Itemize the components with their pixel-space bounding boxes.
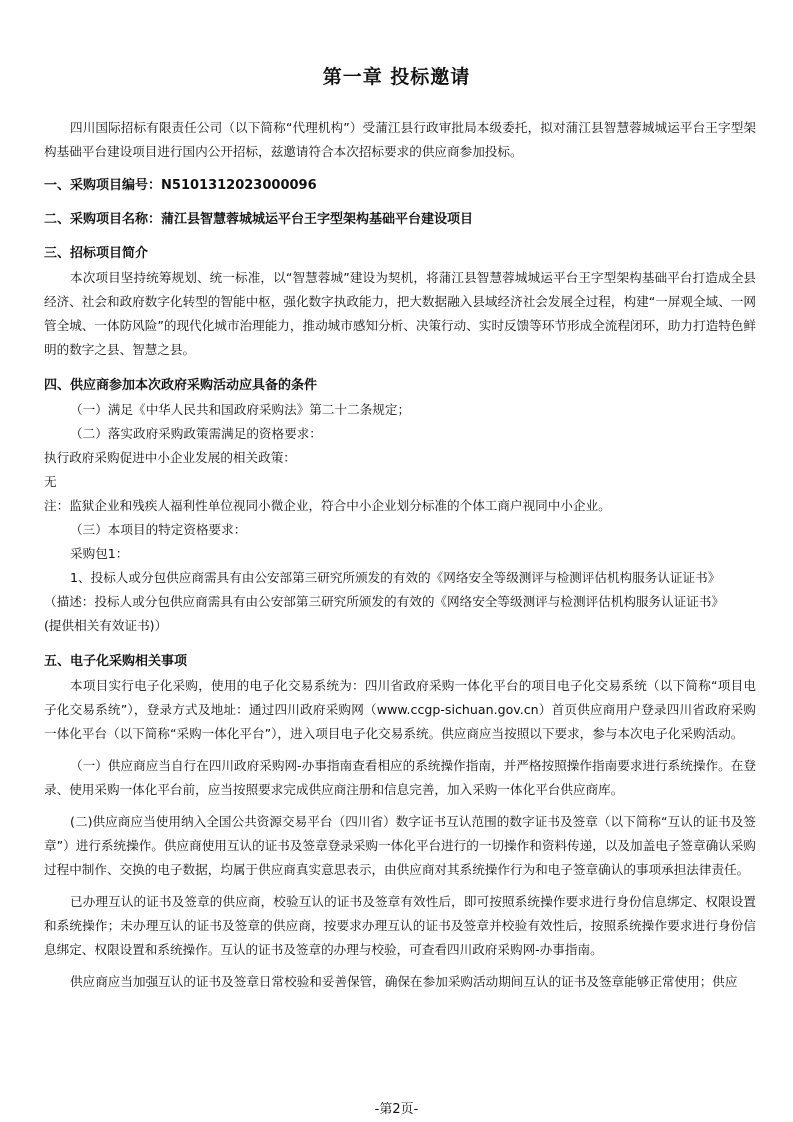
project-name: 蒲江县智慧蓉城城运平台王字型架构基础平台建设项目 <box>161 212 474 227</box>
requirement-1-proof: (提供相关有效证书)） <box>44 618 168 633</box>
package-label: 采购包1： <box>70 546 129 561</box>
section-5-paragraph-4: 已办理互认的证书及签章的供应商，校验互认的证书及签章有效性后，即可按照系统操作要求进行身份信息绑定、权限设置和系统操作；未办理互认的证书及签章的供应商，按要求办理互认的证书及签章并校验有效性后，按照系统操作要求进行身份信息绑定、权限设置和系统操作。互认的证书及签章的办理与校验，可查看四川政府采购网-办事指南。 <box>44 894 756 957</box>
section-1-heading <box>44 174 756 198</box>
policy-label: 执行政府采购促进中小企业发展的相关政策： <box>44 450 296 465</box>
section-5-heading: 五、电子化采购相关事项 <box>44 654 188 669</box>
section-3-body: 本次项目坚持统筹规划、统一标准，以“智慧蓉城”建设为契机，将蒲江县智慧蓉城城运平台王字型架构基础平台打造成全县经济、社会和政府数字化转型的智能中枢，强化数字执政能力，把大数据融入县域经济社会发展全过程，构建“一屏观全域、一网管全城、一体防风险”的现代化城市治理能力，推动城市感知分析、决策行动、实时反馈等环节形成全流程闭环，助力打造特色鲜明的数字之县、智慧之县。 <box>44 270 756 357</box>
condition-item-3: （三）本项目的特定资格要求： <box>70 522 247 537</box>
section-2-label: 二、采购项目名称： <box>44 212 162 227</box>
section-3-heading: 三、招标项目简介 <box>44 246 149 261</box>
project-number: N5101312023000096 <box>161 178 317 193</box>
condition-item-2: （二）落实政府采购政策需满足的资格要求： <box>70 426 322 441</box>
section-5-paragraph-2: （一）供应商应当自行在四川政府采购网-办事指南查看相应的系统操作指南，并严格按照操作指南要求进行系统操作。在登录、使用采购一体化平台前，应当按照要求完成供应商注册和信息完善，加入采购一体化平台供应商库。 <box>44 758 756 797</box>
section-1-label: 一、采购项目编号： <box>44 178 162 193</box>
section-4-heading: 四、供应商参加本次政府采购活动应具备的条件 <box>44 378 318 393</box>
page-title: 第一章 投标邀请 <box>322 66 471 88</box>
policy-value: 无 <box>44 474 57 489</box>
requirement-1-description: （描述：投标人或分包供应商需具有由公安部第三研究所颁发的有效的《网络安全等级测评与检测评估机构服务认证证书》 <box>44 594 725 609</box>
page-number: -第2页- <box>374 1102 419 1117</box>
section-5-paragraph-3: (二)供应商应当使用纳入全国公共资源交易平台（四川省）数字证书互认范围的数字证书及签章（以下简称“互认的证书及签章”）进行系统操作。供应商使用互认的证书及签章登录采购一体化平台进行的一切操作和资料传递，以及加盖电子签章确认采购过程中制作、交换的电子数据，均属于供应商真实意思表示，由供应商对其系统操作行为和电子签章确认的事项承担法律责任。 <box>44 814 756 877</box>
section-5-paragraph-5: 供应商应当加强互认的证书及签章日常校验和妥善保管，确保在参加采购活动期间互认的证书及签章能够正常使用；供应 <box>70 974 738 989</box>
requirement-1: 1、投标人或分包供应商需具有由公安部第三研究所颁发的有效的《网络安全等级测评与检测评估机构服务认证证书》 <box>70 570 721 585</box>
section-5-paragraph-1: 本项目实行电子化采购，使用的电子化交易系统为：四川省政府采购一体化平台的项目电子化交易系统（以下简称“项目电子化交易系统”），登录方式及地址：通过四川政府采购网（www.ccgp-sichuan.gov.cn）首页供应商用户登录四川省政府采购一体化平台（以下简称“采购一体化平台”），进入项目电子化交易系统。供应商应当按照以下要求，参与本次电子化采购活动。 <box>44 678 756 741</box>
section-2-heading <box>44 208 756 232</box>
policy-note: 注：监狱企业和残疾人福利性单位视同小微企业，符合中小企业划分标准的个体工商户视同中小企业。 <box>44 498 611 513</box>
document-body <box>44 116 756 994</box>
condition-item-1: （一）满足《中华人民共和国政府采购法》第二十二条规定； <box>70 402 411 417</box>
intro-paragraph: 四川国际招标有限责任公司（以下简称“代理机构”）受蒲江县行政审批局本级委托，拟对蒲江县智慧蓉城城运平台王字型架构基础平台建设项目进行国内公开招标，兹邀请符合本次招标要求的供应商参加投标。 <box>44 120 756 159</box>
